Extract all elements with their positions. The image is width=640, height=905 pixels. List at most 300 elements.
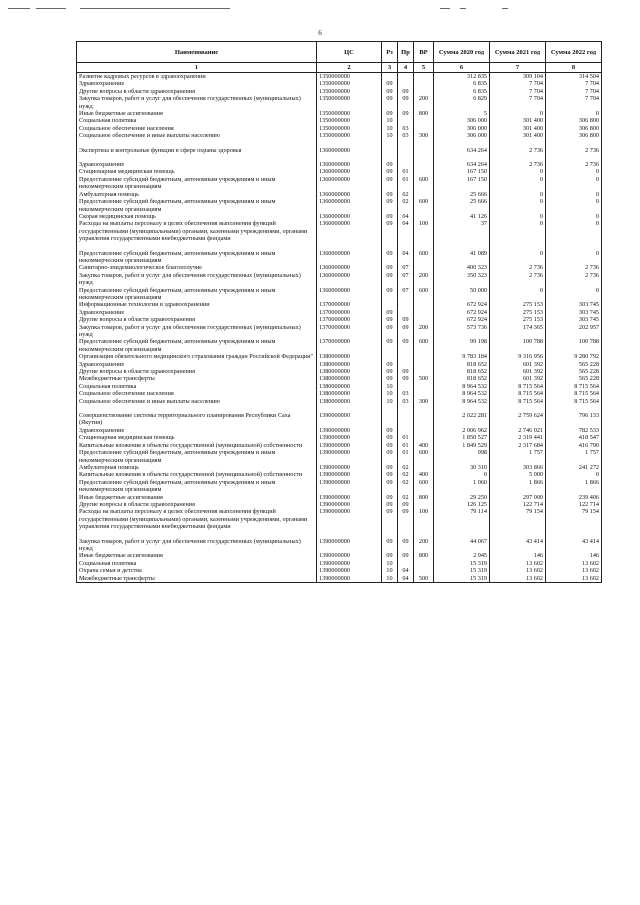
row-rz: 09 — [382, 272, 398, 287]
row-vr: 400 — [414, 442, 434, 449]
row-sum-2022: 0 — [546, 287, 602, 302]
row-rz: 09 — [382, 161, 398, 168]
row-vr — [414, 161, 434, 168]
spacer-cell — [382, 405, 398, 412]
row-pr: 01 — [398, 449, 414, 464]
row-sum-2022: 100 788 — [546, 338, 602, 353]
row-sum-2020: 126 125 — [434, 501, 490, 508]
row-sum-2020: 15 319 — [434, 560, 490, 567]
row-rz: 09 — [382, 264, 398, 271]
row-vr: 300 — [414, 132, 434, 139]
row-cs-code: 1360000000 — [317, 264, 382, 271]
row-cs-code: 1390000000 — [317, 552, 382, 559]
row-spacer — [77, 140, 602, 147]
spacer-cell — [382, 243, 398, 250]
row-vr — [414, 316, 434, 323]
row-cs-code: 1390000000 — [317, 464, 382, 471]
row-cs-code: 1390000000 — [317, 501, 382, 508]
table-row — [77, 88, 602, 95]
spacer-cell — [77, 243, 317, 250]
row-sum-2020: 41 089 — [434, 250, 490, 265]
spacer-cell — [317, 405, 382, 412]
row-sum-2020: 79 114 — [434, 508, 490, 530]
row-sum-2022: 8 715 564 — [546, 383, 602, 390]
table-row — [77, 73, 602, 81]
row-name: Санитарно-эпидемиологическое благополучие — [77, 264, 317, 271]
row-vr: 200 — [414, 538, 434, 553]
row-cs-code: 1350000000 — [317, 95, 382, 110]
row-sum-2021: 0 — [490, 176, 546, 191]
row-pr: 03 — [398, 132, 414, 139]
row-rz: 09 — [382, 95, 398, 110]
row-vr: 500 — [414, 575, 434, 583]
row-rz: 09 — [382, 471, 398, 478]
row-sum-2021: 0 — [490, 110, 546, 117]
spacer-cell — [414, 140, 434, 147]
row-spacer — [77, 531, 602, 538]
row-sum-2022: 782 533 — [546, 427, 602, 434]
row-pr — [398, 301, 414, 308]
row-vr — [414, 560, 434, 567]
row-sum-2020: 818 652 — [434, 368, 490, 375]
row-cs-code: 1390000000 — [317, 567, 382, 574]
header-name: Наименование — [77, 42, 317, 63]
row-rz: 10 — [382, 125, 398, 132]
row-sum-2020: 0 — [434, 471, 490, 478]
row-sum-2021: 146 — [490, 552, 546, 559]
row-pr — [398, 383, 414, 390]
row-sum-2020: 573 736 — [434, 324, 490, 339]
row-pr — [398, 427, 414, 434]
row-vr: 100 — [414, 508, 434, 530]
row-sum-2022: 418 547 — [546, 434, 602, 441]
row-vr: 800 — [414, 494, 434, 501]
row-pr: 01 — [398, 442, 414, 449]
row-cs-code: 1360000000 — [317, 168, 382, 175]
col-number: 3 — [382, 63, 398, 73]
row-pr: 09 — [398, 338, 414, 353]
row-vr: 200 — [414, 95, 434, 110]
table-row — [77, 213, 602, 220]
row-cs-code: 1380000000 — [317, 398, 382, 405]
row-name: Капитальные вложения в объекты государственной (муниципальной) собственности — [77, 471, 317, 478]
row-sum-2021: 2 319 441 — [490, 434, 546, 441]
row-pr — [398, 147, 414, 154]
row-pr: 02 — [398, 191, 414, 198]
row-sum-2022: 8 715 564 — [546, 390, 602, 397]
row-vr: 800 — [414, 552, 434, 559]
row-name: Расходы на выплаты персоналу в целях обеспечения выполнения функций государственными (муниципальными) органами, казенными учреждениями, органами управления государственными внебюджетными фондами — [77, 508, 317, 530]
row-sum-2021: 13 602 — [490, 575, 546, 583]
col-number: 1 — [77, 63, 317, 73]
spacer-cell — [398, 140, 414, 147]
row-rz: 09 — [382, 508, 398, 530]
column-number-row — [77, 63, 602, 73]
row-sum-2020: 29 250 — [434, 494, 490, 501]
row-sum-2022: 306 800 — [546, 125, 602, 132]
row-sum-2021: 2 746 021 — [490, 427, 546, 434]
row-sum-2022: 0 — [546, 176, 602, 191]
row-cs-code: 1390000000 — [317, 575, 382, 583]
row-rz: 09 — [382, 368, 398, 375]
row-rz: 10 — [382, 398, 398, 405]
row-vr: 600 — [414, 250, 434, 265]
row-cs-code: 1370000000 — [317, 338, 382, 353]
row-vr — [414, 88, 434, 95]
table-row — [77, 132, 602, 139]
row-name: Другие вопросы в области здравоохранения — [77, 501, 317, 508]
row-vr: 600 — [414, 338, 434, 353]
header-vr: ВР — [414, 42, 434, 63]
header-pr: Пр — [398, 42, 414, 63]
row-name: Закупка товаров, работ и услуг для обеспечения государственных (муниципальных) нужд — [77, 324, 317, 339]
row-sum-2021: 0 — [490, 198, 546, 213]
row-rz — [382, 73, 398, 81]
row-pr: 01 — [398, 176, 414, 191]
row-pr: 03 — [398, 125, 414, 132]
table-row — [77, 575, 602, 583]
row-cs-code: 1350000000 — [317, 80, 382, 87]
row-name: Экспертиза и контрольные функции в сфере охраны здоровья — [77, 147, 317, 154]
header-sum-2020: Сумма 2020 год — [434, 42, 490, 63]
row-rz — [382, 353, 398, 360]
row-vr — [414, 427, 434, 434]
row-sum-2020: 2 945 — [434, 552, 490, 559]
row-sum-2021: 2 736 — [490, 161, 546, 168]
table-row — [77, 508, 602, 530]
table-row — [77, 567, 602, 574]
row-cs-code: 1360000000 — [317, 191, 382, 198]
row-cs-code: 1390000000 — [317, 560, 382, 567]
row-pr — [398, 73, 414, 81]
row-name: Закупка товаров, работ и услуг для обеспечения государственных (муниципальных) нужд — [77, 538, 317, 553]
spacer-cell — [434, 531, 490, 538]
page-number: 6 — [318, 29, 322, 37]
table-row — [77, 264, 602, 271]
row-sum-2021: 601 392 — [490, 361, 546, 368]
row-sum-2021: 2 736 — [490, 147, 546, 154]
row-rz: 09 — [382, 309, 398, 316]
row-vr — [414, 80, 434, 87]
table-row — [77, 560, 602, 567]
row-rz: 09 — [382, 324, 398, 339]
row-cs-code: 1350000000 — [317, 110, 382, 117]
row-name: Социальное обеспечение населения — [77, 390, 317, 397]
row-rz: 09 — [382, 110, 398, 117]
row-name: Закупка товаров, работ и услуг для обеспечения государственных (муниципальных) нужд — [77, 272, 317, 287]
row-sum-2022: 1 757 — [546, 449, 602, 464]
row-pr: 09 — [398, 375, 414, 382]
table-row — [77, 301, 602, 308]
row-name: Социальная политика — [77, 383, 317, 390]
row-sum-2021: 43 414 — [490, 538, 546, 553]
row-name: Здравоохранение — [77, 80, 317, 87]
row-vr — [414, 434, 434, 441]
row-sum-2020: 634 264 — [434, 161, 490, 168]
row-name: Социальное обеспечение и иные выплаты населению — [77, 132, 317, 139]
row-sum-2022: 146 — [546, 552, 602, 559]
row-name: Предоставление субсидий бюджетным, автономным учреждениям и иным некоммерческим организациям — [77, 479, 317, 494]
row-vr: 600 — [414, 449, 434, 464]
row-sum-2022: 13 602 — [546, 560, 602, 567]
row-sum-2021: 301 400 — [490, 125, 546, 132]
row-pr — [398, 117, 414, 124]
row-vr — [414, 117, 434, 124]
row-vr — [414, 412, 434, 427]
spacer-cell — [382, 531, 398, 538]
row-rz: 09 — [382, 449, 398, 464]
row-pr — [398, 80, 414, 87]
row-cs-code: 1360000000 — [317, 213, 382, 220]
spacer-cell — [490, 531, 546, 538]
row-sum-2022: 239 406 — [546, 494, 602, 501]
row-name: Скорая медицинская помощь — [77, 213, 317, 220]
row-cs-code: 1390000000 — [317, 427, 382, 434]
row-vr: 200 — [414, 324, 434, 339]
row-pr: 02 — [398, 494, 414, 501]
spacer-cell — [414, 154, 434, 161]
row-sum-2021: 8 715 564 — [490, 383, 546, 390]
row-sum-2021: 174 365 — [490, 324, 546, 339]
table-row — [77, 449, 602, 464]
table-row — [77, 80, 602, 87]
row-sum-2020: 6 829 — [434, 95, 490, 110]
row-sum-2020: 25 666 — [434, 198, 490, 213]
row-name: Иные бюджетные ассигнования — [77, 110, 317, 117]
row-name: Здравоохранение — [77, 427, 317, 434]
row-pr: 04 — [398, 250, 414, 265]
spacer-cell — [434, 154, 490, 161]
row-sum-2020: 5 — [434, 110, 490, 117]
row-vr: 600 — [414, 479, 434, 494]
spacer-cell — [77, 405, 317, 412]
spacer-cell — [317, 140, 382, 147]
col-number: 8 — [546, 63, 602, 73]
row-pr: 01 — [398, 168, 414, 175]
row-pr: 03 — [398, 390, 414, 397]
row-sum-2020: 672 924 — [434, 309, 490, 316]
row-name: Социальное обеспечение населения — [77, 125, 317, 132]
row-pr — [398, 161, 414, 168]
row-name: Межбюджетные трансферты — [77, 375, 317, 382]
row-name: Предоставление субсидий бюджетным, автономным учреждениям и иным некоммерческим организациям — [77, 338, 317, 353]
row-cs-code: 1360000000 — [317, 272, 382, 287]
row-sum-2022: 0 — [546, 213, 602, 220]
row-rz: 09 — [382, 213, 398, 220]
row-sum-2021: 601 392 — [490, 368, 546, 375]
row-rz: 09 — [382, 427, 398, 434]
row-name: Другие вопросы в области здравоохранения — [77, 88, 317, 95]
row-vr — [414, 353, 434, 360]
row-cs-code: 1380000000 — [317, 368, 382, 375]
row-cs-code: 1380000000 — [317, 375, 382, 382]
row-sum-2021: 0 — [490, 168, 546, 175]
row-name: Охрана семьи и детства — [77, 567, 317, 574]
row-name: Предоставление субсидий бюджетным, автономным учреждениям и иным некоммерческим организациям — [77, 287, 317, 302]
row-sum-2022: 2 736 — [546, 272, 602, 287]
spacer-cell — [546, 405, 602, 412]
row-sum-2022: 303 745 — [546, 309, 602, 316]
row-sum-2021: 2 736 — [490, 272, 546, 287]
table-row — [77, 552, 602, 559]
row-sum-2021: 301 400 — [490, 132, 546, 139]
row-rz: 10 — [382, 117, 398, 124]
row-sum-2021: 601 392 — [490, 375, 546, 382]
row-vr — [414, 168, 434, 175]
table-row — [77, 168, 602, 175]
row-sum-2020: 2 022 281 — [434, 412, 490, 427]
table-row — [77, 427, 602, 434]
row-sum-2022: 2 736 — [546, 264, 602, 271]
row-pr: 09 — [398, 324, 414, 339]
row-sum-2020: 8 964 532 — [434, 390, 490, 397]
row-sum-2020: 400 323 — [434, 264, 490, 271]
row-cs-code: 1390000000 — [317, 412, 382, 427]
row-sum-2021: 2 736 — [490, 264, 546, 271]
row-vr — [414, 73, 434, 81]
table-row — [77, 390, 602, 397]
row-spacer — [77, 243, 602, 250]
row-sum-2022: 2 736 — [546, 161, 602, 168]
row-sum-2021: 0 — [490, 250, 546, 265]
row-pr: 09 — [398, 88, 414, 95]
table-row — [77, 434, 602, 441]
row-sum-2021: 1 757 — [490, 449, 546, 464]
col-number: 7 — [490, 63, 546, 73]
spacer-cell — [317, 243, 382, 250]
row-vr — [414, 501, 434, 508]
row-sum-2020: 8 964 532 — [434, 383, 490, 390]
row-rz: 09 — [382, 250, 398, 265]
row-rz: 09 — [382, 168, 398, 175]
table-row — [77, 442, 602, 449]
row-cs-code: 1360000000 — [317, 220, 382, 242]
row-rz: 09 — [382, 191, 398, 198]
row-sum-2021: 275 153 — [490, 301, 546, 308]
spacer-cell — [77, 531, 317, 538]
row-sum-2020: 306 000 — [434, 117, 490, 124]
row-rz: 10 — [382, 567, 398, 574]
row-sum-2022: 303 745 — [546, 316, 602, 323]
spacer-cell — [490, 154, 546, 161]
row-pr: 02 — [398, 471, 414, 478]
row-cs-code: 1390000000 — [317, 538, 382, 553]
row-name: Здравоохранение — [77, 161, 317, 168]
row-name: Амбулаторная помощь — [77, 464, 317, 471]
row-sum-2021: 122 714 — [490, 501, 546, 508]
row-name: Иные бюджетные ассигнования — [77, 494, 317, 501]
row-sum-2022: 7 704 — [546, 95, 602, 110]
row-sum-2022: 0 — [546, 191, 602, 198]
row-rz: 09 — [382, 361, 398, 368]
table-row — [77, 309, 602, 316]
row-sum-2020: 6 835 — [434, 80, 490, 87]
spacer-cell — [546, 243, 602, 250]
row-cs-code: 1350000000 — [317, 132, 382, 139]
row-cs-code: 1390000000 — [317, 494, 382, 501]
row-vr — [414, 147, 434, 154]
row-vr — [414, 383, 434, 390]
row-vr — [414, 191, 434, 198]
row-sum-2022: 43 414 — [546, 538, 602, 553]
spacer-cell — [546, 154, 602, 161]
row-pr: 04 — [398, 567, 414, 574]
row-vr: 600 — [414, 198, 434, 213]
row-sum-2022: 565 228 — [546, 368, 602, 375]
row-cs-code: 1350000000 — [317, 117, 382, 124]
row-vr — [414, 309, 434, 316]
row-sum-2020: 818 652 — [434, 375, 490, 382]
row-sum-2022: 8 715 564 — [546, 398, 602, 405]
row-pr: 09 — [398, 552, 414, 559]
row-name: Информационные технологии в здравоохранении — [77, 301, 317, 308]
row-cs-code: 1350000000 — [317, 73, 382, 81]
row-cs-code: 1360000000 — [317, 250, 382, 265]
row-name: Другие вопросы в области здравоохранения — [77, 316, 317, 323]
row-rz: 09 — [382, 80, 398, 87]
row-cs-code: 1380000000 — [317, 353, 382, 360]
row-sum-2020: 672 924 — [434, 316, 490, 323]
row-pr: 01 — [398, 434, 414, 441]
row-sum-2020: 15 319 — [434, 575, 490, 583]
row-sum-2022: 1 866 — [546, 479, 602, 494]
spacer-cell — [414, 243, 434, 250]
table-row — [77, 161, 602, 168]
table-row — [77, 538, 602, 553]
row-sum-2021: 13 602 — [490, 567, 546, 574]
row-rz: 09 — [382, 552, 398, 559]
spacer-cell — [398, 243, 414, 250]
row-vr — [414, 125, 434, 132]
row-name: Межбюджетные трансферты — [77, 575, 317, 583]
spacer-cell — [382, 140, 398, 147]
row-name: Другие вопросы в области здравоохранения — [77, 368, 317, 375]
row-sum-2020: 41 126 — [434, 213, 490, 220]
row-rz: 10 — [382, 383, 398, 390]
row-vr: 800 — [414, 110, 434, 117]
row-rz: 09 — [382, 287, 398, 302]
spacer-cell — [434, 140, 490, 147]
row-pr: 07 — [398, 264, 414, 271]
row-name: Здравоохранение — [77, 361, 317, 368]
table-row — [77, 220, 602, 242]
table-row — [77, 338, 602, 353]
row-sum-2021: 79 154 — [490, 508, 546, 530]
row-name: Социальное обеспечение и иные выплаты населению — [77, 398, 317, 405]
row-cs-code: 1360000000 — [317, 287, 382, 302]
spacer-cell — [546, 531, 602, 538]
row-cs-code: 1370000000 — [317, 309, 382, 316]
row-vr — [414, 390, 434, 397]
row-sum-2020: 2 006 962 — [434, 427, 490, 434]
row-sum-2020: 312 835 — [434, 73, 490, 81]
table-row — [77, 324, 602, 339]
spacer-cell — [414, 405, 434, 412]
row-vr: 300 — [414, 398, 434, 405]
row-sum-2022: 416 790 — [546, 442, 602, 449]
row-sum-2022: 202 957 — [546, 324, 602, 339]
table-row — [77, 117, 602, 124]
row-sum-2021: 8 715 564 — [490, 398, 546, 405]
row-rz — [382, 301, 398, 308]
row-pr — [398, 361, 414, 368]
row-sum-2021: 7 704 — [490, 80, 546, 87]
row-sum-2020: 6 835 — [434, 88, 490, 95]
row-pr: 04 — [398, 220, 414, 242]
table-row — [77, 501, 602, 508]
row-pr: 04 — [398, 213, 414, 220]
spacer-cell — [490, 140, 546, 147]
